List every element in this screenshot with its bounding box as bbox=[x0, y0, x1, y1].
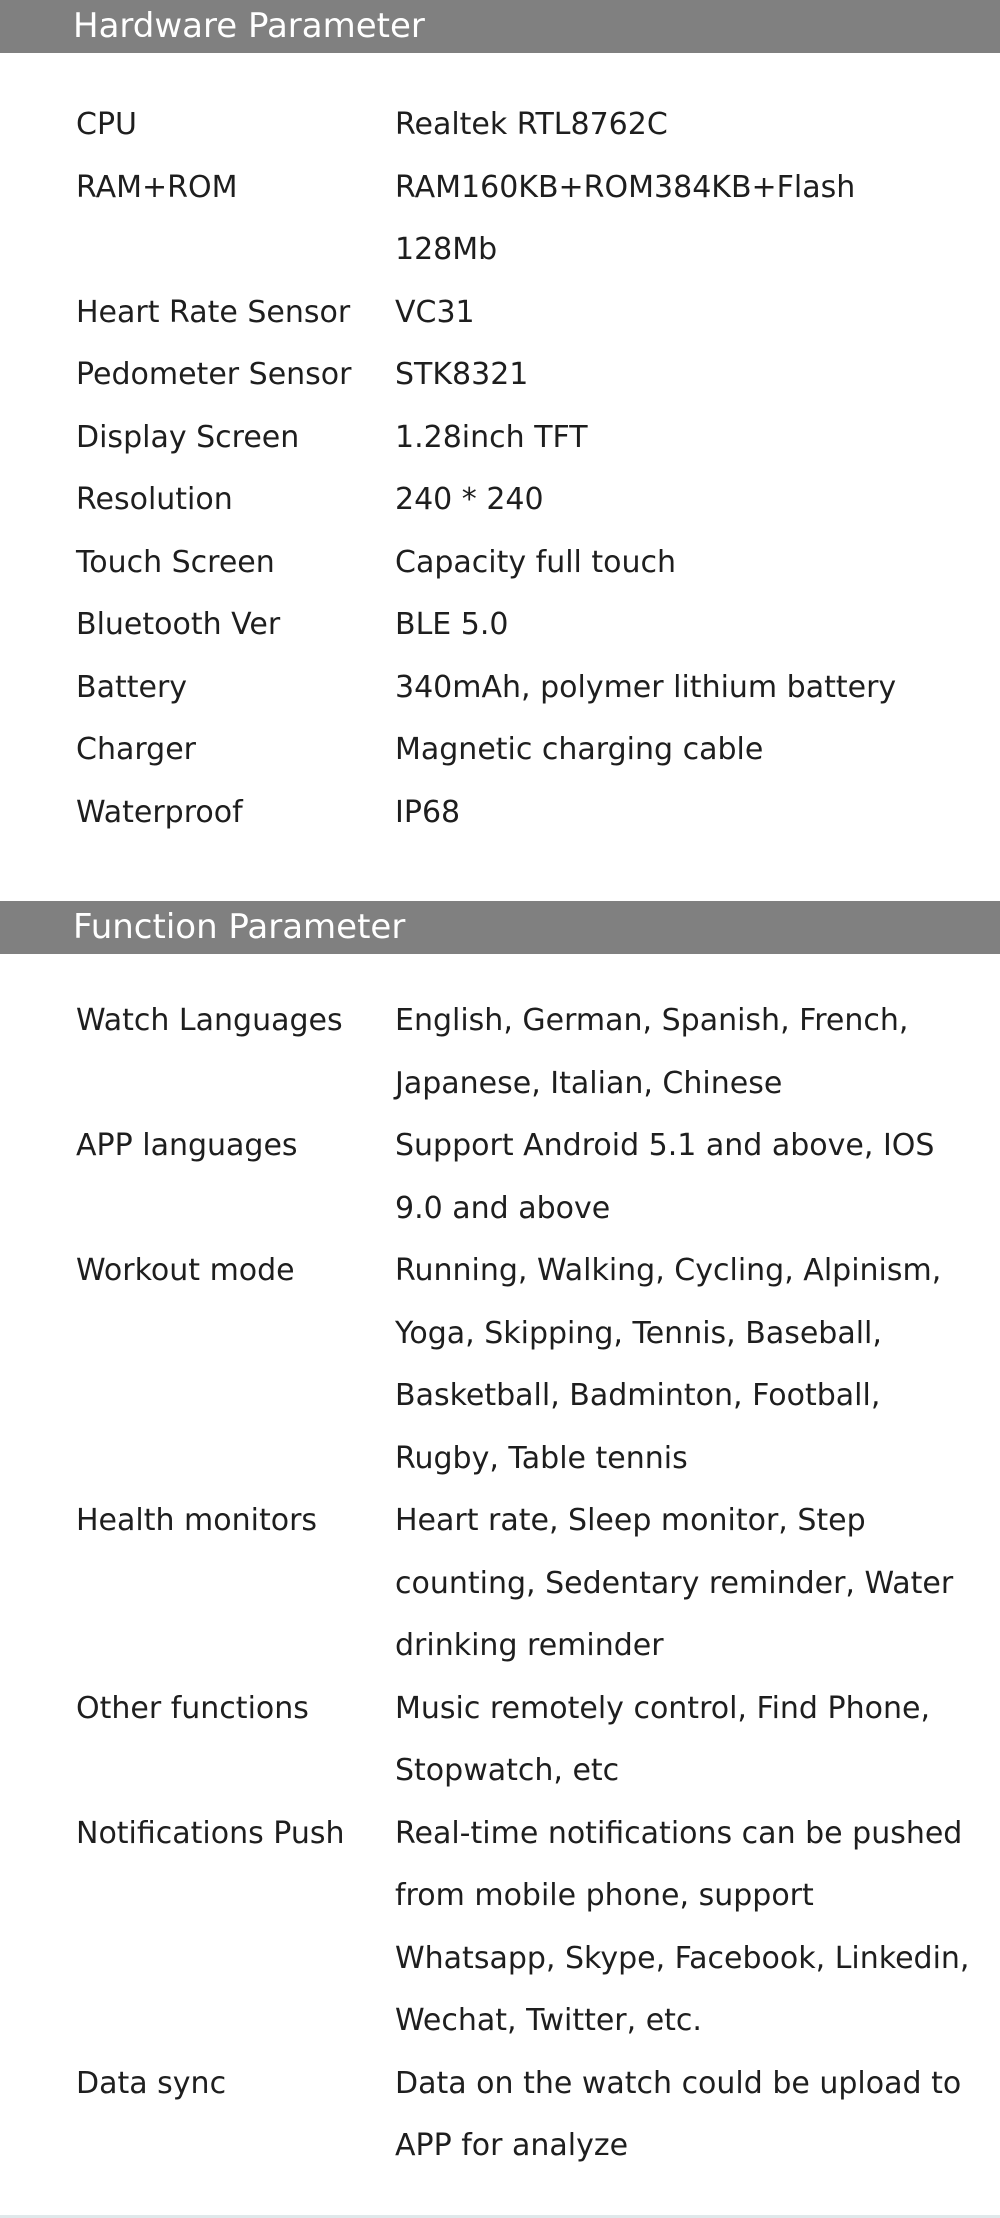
spec-value-line: 340mAh, polymer lithium battery bbox=[395, 669, 897, 705]
spec-value-line: Realtek RTL8762C bbox=[395, 107, 668, 142]
spec-label: Waterproof bbox=[76, 794, 243, 830]
spec-value-line: 9.0 and above bbox=[395, 1190, 611, 1226]
spec-row bbox=[0, 94, 1000, 157]
spec-row bbox=[0, 157, 1000, 282]
spec-value-line: 1.28inch TFT bbox=[395, 419, 588, 455]
spec-row bbox=[0, 1803, 1000, 2053]
spec-value bbox=[395, 594, 935, 657]
function-parameter-title: Function Parameter bbox=[73, 907, 406, 947]
spec-label: Bluetooth Ver bbox=[76, 607, 281, 642]
function-parameter-header bbox=[0, 901, 1000, 954]
spec-row bbox=[0, 657, 1000, 720]
spec-value-line: Stopwatch, etc bbox=[395, 1753, 620, 1788]
spec-value-line: APP for analyze bbox=[395, 2128, 629, 2163]
spec-row bbox=[0, 1678, 1000, 1803]
spec-value bbox=[395, 782, 935, 845]
spec-value bbox=[395, 1115, 935, 1240]
spec-label: Data sync bbox=[76, 2065, 227, 2101]
spec-label: Charger bbox=[76, 732, 196, 767]
spec-value-line: Rugby, Table tennis bbox=[395, 1440, 688, 1476]
hardware-spec-table bbox=[0, 94, 1000, 844]
spec-label: Pedometer Sensor bbox=[76, 357, 352, 392]
spec-row bbox=[0, 990, 1000, 1115]
spec-label: Health monitors bbox=[76, 1503, 318, 1538]
spec-value bbox=[395, 719, 935, 782]
spec-value-line: Japanese, Italian, Chinese bbox=[395, 1065, 783, 1101]
spec-value-line: Support Android 5.1 and above, IOS bbox=[395, 1128, 935, 1163]
spec-value-line: Running, Walking, Cycling, Alpinism, bbox=[395, 1253, 942, 1288]
spec-row bbox=[0, 1115, 1000, 1240]
spec-value-line: Data on the watch could be upload to bbox=[395, 2065, 962, 2101]
spec-value-line: Magnetic charging cable bbox=[395, 732, 764, 767]
spec-value bbox=[395, 344, 935, 407]
spec-value bbox=[395, 990, 935, 1115]
spec-value bbox=[395, 407, 935, 470]
spec-label: Other functions bbox=[76, 1690, 309, 1726]
spec-value-line: Yoga, Skipping, Tennis, Baseball, bbox=[395, 1315, 882, 1351]
spec-row bbox=[0, 1240, 1000, 1490]
spec-label: APP languages bbox=[76, 1128, 298, 1163]
spec-row bbox=[0, 594, 1000, 657]
spec-label: CPU bbox=[76, 107, 137, 142]
spec-value bbox=[395, 532, 935, 595]
spec-value-line: Real-time notifications can be pushed bbox=[395, 1815, 963, 1851]
spec-label: Notifications Push bbox=[76, 1815, 345, 1851]
spec-label: RAM+ROM bbox=[76, 169, 238, 205]
spec-value-line: Basketball, Badminton, Football, bbox=[395, 1378, 881, 1413]
spec-value-line: STK8321 bbox=[395, 357, 529, 392]
spec-value bbox=[395, 2053, 962, 2178]
spec-value bbox=[395, 1803, 970, 2053]
spec-label: Display Screen bbox=[76, 419, 300, 455]
spec-value-line: IP68 bbox=[395, 794, 461, 830]
spec-value bbox=[395, 657, 935, 720]
spec-value-line: Heart rate, Sleep monitor, Step bbox=[395, 1503, 866, 1538]
spec-value-line: counting, Sedentary reminder, Water bbox=[395, 1565, 954, 1601]
spec-value-line: Capacity full touch bbox=[395, 544, 677, 580]
spec-label: Resolution bbox=[76, 482, 233, 517]
hardware-parameter-title: Hardware Parameter bbox=[73, 6, 425, 46]
spec-label: Workout mode bbox=[76, 1253, 295, 1288]
spec-value-line: VC31 bbox=[395, 294, 475, 330]
spec-value bbox=[395, 157, 935, 282]
spec-value-line: Music remotely control, Find Phone, bbox=[395, 1690, 930, 1726]
spec-value-line: 240 * 240 bbox=[395, 482, 544, 517]
spec-row bbox=[0, 532, 1000, 595]
spec-label: Battery bbox=[76, 669, 188, 705]
spec-value-line: RAM160KB+ROM384KB+Flash bbox=[395, 169, 856, 205]
spec-value bbox=[395, 1678, 935, 1803]
spec-row bbox=[0, 344, 1000, 407]
function-spec-table bbox=[0, 990, 1000, 2178]
spec-row bbox=[0, 1490, 1000, 1678]
spec-row bbox=[0, 719, 1000, 782]
hardware-parameter-header bbox=[0, 0, 1000, 53]
spec-value-line: Wechat, Twitter, etc. bbox=[395, 2003, 702, 2038]
spec-value-line: Whatsapp, Skype, Facebook, Linkedin, bbox=[395, 1940, 970, 1976]
spec-value-line: English, German, Spanish, French, bbox=[395, 1003, 909, 1038]
spec-value-line: BLE 5.0 bbox=[395, 607, 509, 642]
spec-value bbox=[395, 94, 935, 157]
spec-label: Watch Languages bbox=[76, 1003, 343, 1038]
spec-row bbox=[0, 407, 1000, 470]
spec-value-line: 128Mb bbox=[395, 232, 498, 267]
spec-label: Touch Screen bbox=[76, 544, 275, 580]
spec-row bbox=[0, 2053, 1000, 2178]
spec-value-line: from mobile phone, support bbox=[395, 1878, 814, 1913]
spec-label: Heart Rate Sensor bbox=[76, 294, 351, 330]
spec-row bbox=[0, 782, 1000, 845]
spec-row bbox=[0, 469, 1000, 532]
spec-value bbox=[395, 282, 935, 345]
spec-value bbox=[395, 469, 935, 532]
spec-value bbox=[395, 1490, 954, 1678]
spec-row bbox=[0, 282, 1000, 345]
spec-value bbox=[395, 1240, 942, 1490]
spec-value-line: drinking reminder bbox=[395, 1628, 664, 1663]
